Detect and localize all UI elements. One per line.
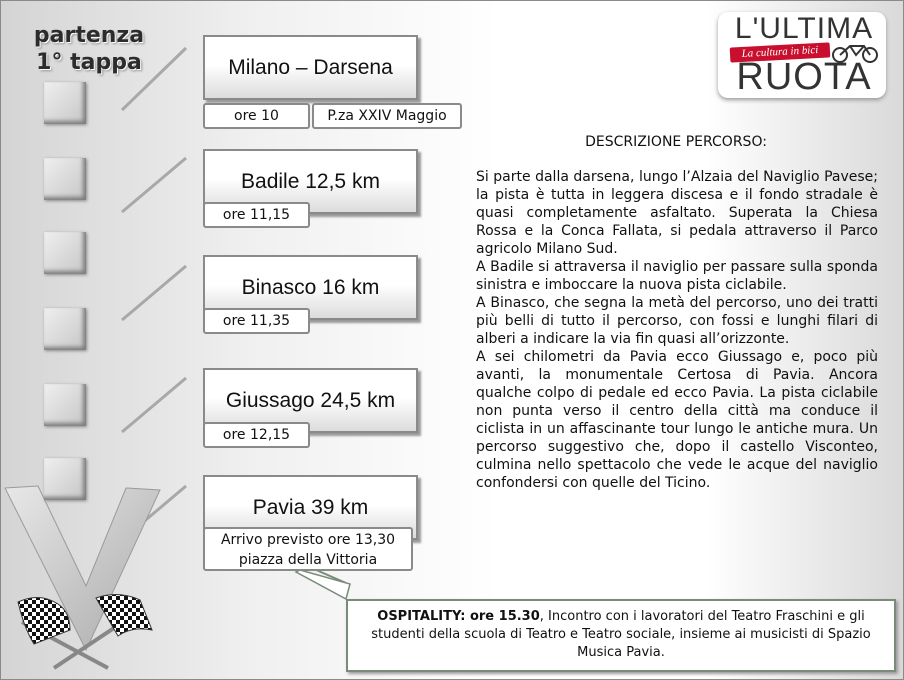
arrival-info (203, 527, 413, 571)
description-paragraph: A Badile si attraversa il naviglio per passare sulla sponda sinistra e imboccare la nuova pista ciclabile. (476, 259, 878, 293)
checkbox-arrival[interactable] (44, 458, 86, 500)
callout-wedge (296, 570, 350, 599)
stop-time: ore 11,15 (203, 202, 310, 228)
checkbox-binasco[interactable] (44, 232, 86, 274)
hospitality-box (346, 599, 896, 672)
description-title: DESCRIZIONE PERCORSO: (585, 134, 767, 150)
checkbox-pavia[interactable] (44, 384, 86, 426)
stop-milano-darsena (203, 35, 418, 100)
stage-heading (22, 22, 156, 76)
heading-line1: partenza (33, 23, 145, 48)
checkbox-giussago[interactable] (44, 308, 86, 350)
stop-name: Badile 12,5 km (241, 169, 380, 193)
logo-title-top: L'ULTIMA (734, 12, 874, 45)
description-paragraph: A Binasco, che segna la metà del percorso, uno dei tratti più belli di tutto il percorso, con fossi e lunghi filari di alberi a indicare la via fin quasi all’orizzonte. (476, 295, 878, 347)
stop-name: Binasco 16 km (241, 275, 380, 299)
stop-name: Pavia 39 km (252, 495, 369, 519)
stop-name: Milano – Darsena (228, 55, 393, 79)
logo (718, 12, 886, 98)
connector-line (122, 266, 186, 320)
description-body (476, 168, 878, 492)
checkbox-badile[interactable] (44, 158, 86, 200)
stop-place: P.za XXIV Maggio (312, 103, 462, 129)
stop-time: ore 12,15 (203, 422, 310, 448)
stop-time: ore 10 (203, 103, 310, 129)
description-paragraph: A sei chilometri da Pavia ecco Giussago e, poco più avanti, la monumentale Certosa di Pavia. Ancora qualche colpo di pedale ed ecco Pavia. La pista ciclabile non punta verso il centro della città ma conduce il ciclista in un affascinante tour lungo le antiche mura. Un percorso suggestivo che, dopo il castello Visconteo, culmina nello spettacolo che vede le acque del naviglio confondersi con quelle del Ticino. (476, 349, 878, 491)
heading-line2: 1° tappa (36, 50, 142, 75)
stop-time: ore 11,35 (203, 308, 310, 334)
connector-line (122, 158, 186, 212)
checkbox-milano[interactable] (44, 82, 86, 124)
description-paragraph: Si parte dalla darsena, lungo l’Alzaia del Naviglio Pavese; la pista è tutta in leggera discesa e il fondo stradale è quasi completamente asfaltato. Superata la Chiesa Rossa e la Conca Fallata, si pedala attraverso il Parco agricolo Milano Sud. (476, 169, 878, 257)
logo-ribbon: La cultura in bici (730, 42, 831, 62)
hospitality-text: , Incontro con i lavoratori del Teatro Fraschini e gli studenti della scuola di Teatro e Teatro sociale, insieme ai musicisti di Spazio Musica Pavia. (371, 609, 871, 660)
hospitality-label: OSPITALITY: ore 15.30 (377, 609, 540, 624)
arrival-place: piazza della Vittoria (238, 552, 378, 568)
connector-line (122, 378, 186, 432)
stop-name: Giussago 24,5 km (225, 388, 396, 412)
logo-title-bottom: RUOTA (736, 56, 872, 98)
arrival-time: Arrivo previsto ore 13,30 (220, 532, 396, 548)
